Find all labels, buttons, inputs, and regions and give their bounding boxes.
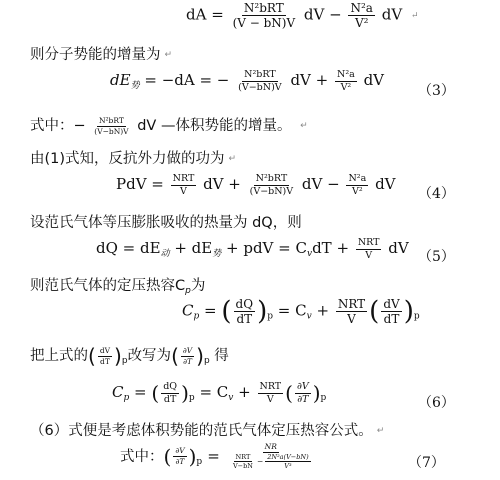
fraction: $\frac{\text{NRT}}{V}$: [337, 297, 366, 326]
return-mark: ↵: [300, 121, 308, 131]
fraction: $\frac{dQ}{dT}$: [163, 381, 178, 405]
text-heat-absorbed: 设范氏气体等压膨胀吸收的热量为 dQ，则: [30, 215, 302, 231]
fraction: $\frac{dV}{dT}$: [99, 346, 111, 366]
text-volume-potential: 式中：− $\frac{\text{N²bRT}}{(V-bN)V}$ dV —体积势能的增量。 ↵: [30, 116, 308, 136]
fraction: $\frac{dV}{dT}$: [383, 297, 400, 326]
return-mark: ↵: [228, 154, 237, 164]
return-mark: ↵: [164, 50, 173, 60]
equation-4: PdV = $\frac{\text{NRT}}{V}$ dV + $\frac{\text{N²bRT}}{(V-bN)V}$ dV − $\frac{\text{N²a}}{\text{V²}}$ dV: [116, 173, 396, 197]
fraction: $\frac{\text{N²a}}{\text{V²}}$: [337, 69, 355, 93]
equation-number-6: （6）: [418, 395, 455, 411]
fraction: $\frac{\text{2N²a(V−bN)}}{\text{V³}}$: [267, 452, 309, 470]
fraction: $\frac{\text{N²bRT}}{(V - bN)V}$: [232, 1, 296, 30]
fraction: $\frac{\text{NRT}}{V}$: [259, 381, 282, 405]
equation-number-3: （3）: [418, 83, 455, 99]
text-conclusion: （6）式便是考虑体积势能的范氏气体定压热容公式。 ↵: [30, 423, 385, 439]
fraction: $\frac{dQ}{dT}$: [235, 297, 254, 326]
text-rewrite-derivative: 把上式的( $\frac{dV}{dT}$ )$_p$改写为( $\frac{\partial V}{\partial T}$ )$_p$ 得: [30, 344, 229, 368]
fraction: $\frac{\text{N²bRT}}{(V-bN)V}$: [238, 69, 282, 93]
equation-3: $dE_势 = -dA$ = − $\frac{\text{N²bRT}}{(V-bN)V}$ dV + $\frac{\text{N²a}}{\text{V²}}$ dV: [110, 69, 385, 93]
fraction: $\frac{\partial V}{\partial T}$: [175, 446, 185, 466]
equation-6: $C_p$ = ( $\frac{dQ}{dT}$ )$_p = C_v$ + $\frac{\text{NRT}}{V}$ ( $\frac{\partial V}{\partial T}$ )$_p$: [112, 381, 327, 405]
return-mark: ↵: [410, 10, 419, 21]
equation-5: dQ = $dE_动 + dE_势$ + pdV = $C_vdT$ + $\frac{\text{NRT}}{V}$ dV: [96, 237, 409, 261]
return-mark: ↵: [376, 426, 385, 436]
equation-7: 式中：( $\frac{\partial V}{\partial T}$ )$_p$ = NR $\frac{\text{NRT}}{V-bN}$ − $\frac{\text{2N²a(V−bN)}}{\text{V³}}$: [120, 443, 317, 470]
fraction: $\frac{\text{NRT}}{V-bN}$: [232, 452, 253, 470]
fraction: $\frac{\text{NRT}}{V}$: [172, 173, 195, 197]
text-constant-pressure-heat-capacity: 则范氏气体的定压热容$C_p$为: [30, 278, 206, 296]
equation-number-7: （7）: [408, 455, 445, 471]
fraction: $\frac{\text{N²a}}{\text{V²}}$: [348, 173, 367, 197]
eq-da-lhs: dA =: [186, 5, 224, 24]
equation-cp-derivative: $C_p$ = ( $\frac{dQ}{dT}$ )$_p = C_v$ + $\frac{\text{NRT}}{V}$ ( $\frac{dV}{dT}$ )$_p$: [182, 296, 420, 327]
equation-number-4: （4）: [418, 186, 455, 202]
fraction: $\frac{\partial V}{\partial T}$: [182, 346, 193, 366]
equation-number-5: （5）: [418, 249, 455, 265]
fraction: $\frac{\text{N²bRT}}{(V-bN)V}$: [249, 173, 294, 197]
fraction: $\frac{\partial V}{\partial T}$: [296, 381, 309, 405]
fraction: $\frac{\text{N²bRT}}{(V-bN)V}$: [94, 116, 129, 136]
equation-da: dA = $\frac{\text{N²bRT}}{(V - bN)V}$ dV − $\frac{\text{N²a}}{\text{V²}}$ dV ↵: [186, 1, 419, 30]
text-molecular-potential: 则分子势能的增量为 ↵: [30, 47, 173, 63]
fraction: $\frac{\text{NRT}}{V}$: [357, 237, 380, 261]
fraction: $\frac{\text{N²a}}{\text{V²}}$: [350, 1, 373, 30]
text-work-against-force: 由(1)式知，反抗外力做的功为 ↵: [30, 151, 237, 167]
fraction-compound: NR $\frac{\text{NRT}}{V-bN}$ − $\frac{\text{2N²a(V−bN)}}{\text{V³}}$: [232, 442, 309, 470]
